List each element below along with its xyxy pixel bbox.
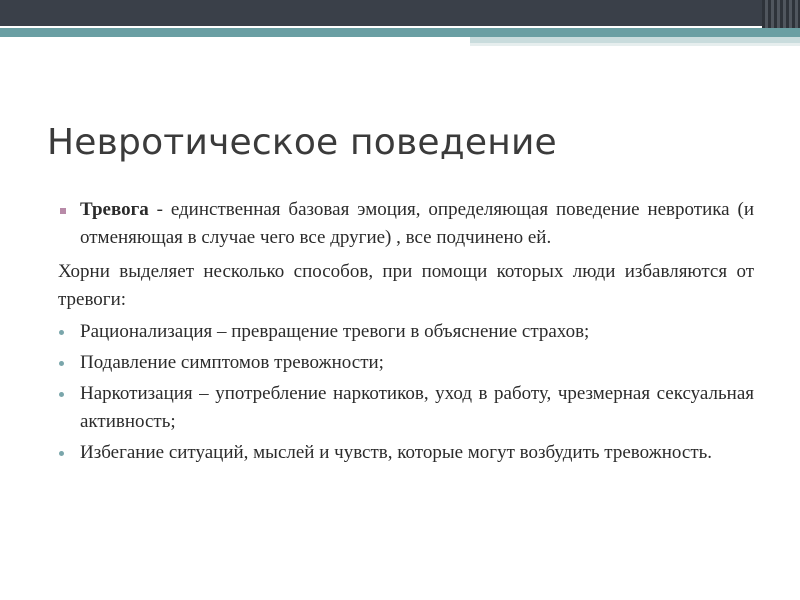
dot-bullet-icon <box>59 330 64 335</box>
intro-item <box>48 196 754 252</box>
top-dark-bar <box>0 0 800 26</box>
list-item <box>48 439 754 467</box>
slide-content <box>48 196 754 470</box>
top-teal-thin-bar <box>470 43 800 46</box>
intro-term: Тревога <box>80 199 149 220</box>
dot-bullet-icon <box>59 392 64 397</box>
list-item-text: Подавление симптомов тревожности; <box>80 352 384 373</box>
top-teal-bar <box>0 28 800 37</box>
list-item <box>48 349 754 377</box>
list-item <box>48 318 754 346</box>
dot-bullet-icon <box>59 451 64 456</box>
list-item-text: Избегание ситуаций, мыслей и чувств, которые могут возбудить тревожность. <box>80 442 713 463</box>
square-bullet-icon <box>60 208 66 214</box>
list-item-text: Наркотизация – употребление наркотиков, уход в работу, чрезмерная сексуальная активность; <box>80 383 754 432</box>
slide-title: Невротическое поведение <box>47 122 557 163</box>
intro-text: - единственная базовая эмоция, определяющая поведение невротика (и отменяющая в случае чего все другие) , все подчинено ей. <box>80 199 754 248</box>
list-item <box>48 380 754 436</box>
list-item-text: Рационализация – превращение тревоги в объяснение страхов; <box>80 321 590 342</box>
top-corner-stripes <box>762 0 800 30</box>
dot-bullet-icon <box>59 361 64 366</box>
horney-paragraph: Хорни выделяет несколько способов, при помощи которых люди избавляются от тревоги: <box>58 261 754 310</box>
